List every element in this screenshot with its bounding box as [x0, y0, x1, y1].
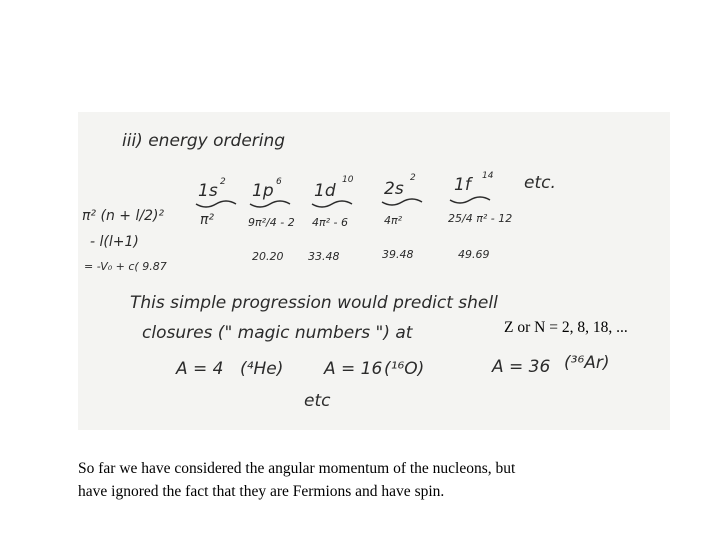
orbital-1d: [308, 175, 354, 263]
orbital-label: 1p: [252, 181, 274, 201]
orbital-occupancy: 6: [276, 177, 282, 187]
left-formula-line2: - l(l+1): [90, 234, 139, 250]
orbital-formula: 9π²/4 - 2: [248, 216, 295, 229]
orbital-occupancy: 2: [220, 177, 226, 187]
nucleus-symbol: (¹⁶O): [384, 359, 425, 379]
etc-bottom: etc: [304, 391, 331, 411]
orbital-value: 49.69: [458, 248, 490, 261]
underbrace: [196, 201, 236, 207]
underbrace: [450, 197, 490, 203]
caption: [78, 457, 638, 503]
orbital-formula: 25/4 π² - 12: [448, 212, 513, 225]
orbital-occupancy: 2: [410, 173, 416, 183]
left-formula-line1: π² (n + l/2)²: [82, 208, 165, 224]
orbital-value: 39.48: [382, 248, 414, 261]
nucleus-mass: A = 36: [492, 357, 551, 377]
orbital-1f: [448, 171, 512, 261]
nucleus-argon: [491, 353, 610, 377]
orbital-label: 1f: [454, 175, 471, 195]
nucleus-helium: [175, 359, 283, 379]
orbital-formula: π²: [200, 212, 215, 228]
sentence-line1: This simple progression would predict shell: [130, 293, 498, 313]
orbital-value: 33.48: [308, 250, 340, 263]
caption-line-2: have ignored the fact that they are Fermions and have spin.: [78, 483, 445, 500]
underbrace: [312, 201, 352, 207]
sentence-line2: closures (" magic numbers ") at: [142, 323, 413, 343]
underbrace: [382, 199, 422, 205]
left-formula-line3: = -V₀ + c( 9.87: [84, 260, 167, 273]
handwritten-notes-image: [78, 112, 670, 430]
orbital-label: 2s: [384, 179, 404, 199]
notes-heading: iii) energy ordering: [122, 131, 286, 151]
orbital-1p: [248, 177, 295, 229]
nucleus-oxygen: [323, 359, 424, 379]
nucleus-symbol: (³⁶Ar): [564, 353, 610, 373]
orbital-2s: [382, 173, 422, 261]
handwritten-notes-drawing: [78, 112, 670, 430]
orbital-label: 1d: [314, 181, 336, 201]
orbital-value: 20.20: [252, 250, 284, 263]
orbital-occupancy: 10: [342, 175, 354, 185]
orbital-formula: 4π² - 6: [312, 216, 348, 229]
etc-top: etc.: [524, 173, 556, 193]
caption-line-1: So far we have considered the angular momentum of the nucleons, but: [78, 460, 516, 477]
typed-overlay-text: Z or N = 2, 8, 18, ...: [504, 319, 628, 336]
nucleus-mass: A = 4: [176, 359, 224, 379]
underbrace: [250, 201, 290, 207]
orbital-label: 1s: [198, 181, 218, 201]
orbital-occupancy: 14: [482, 171, 494, 181]
orbital-formula: 4π²: [384, 214, 403, 227]
nucleus-symbol: (⁴He): [240, 359, 284, 379]
nucleus-mass: A = 16: [324, 359, 383, 379]
